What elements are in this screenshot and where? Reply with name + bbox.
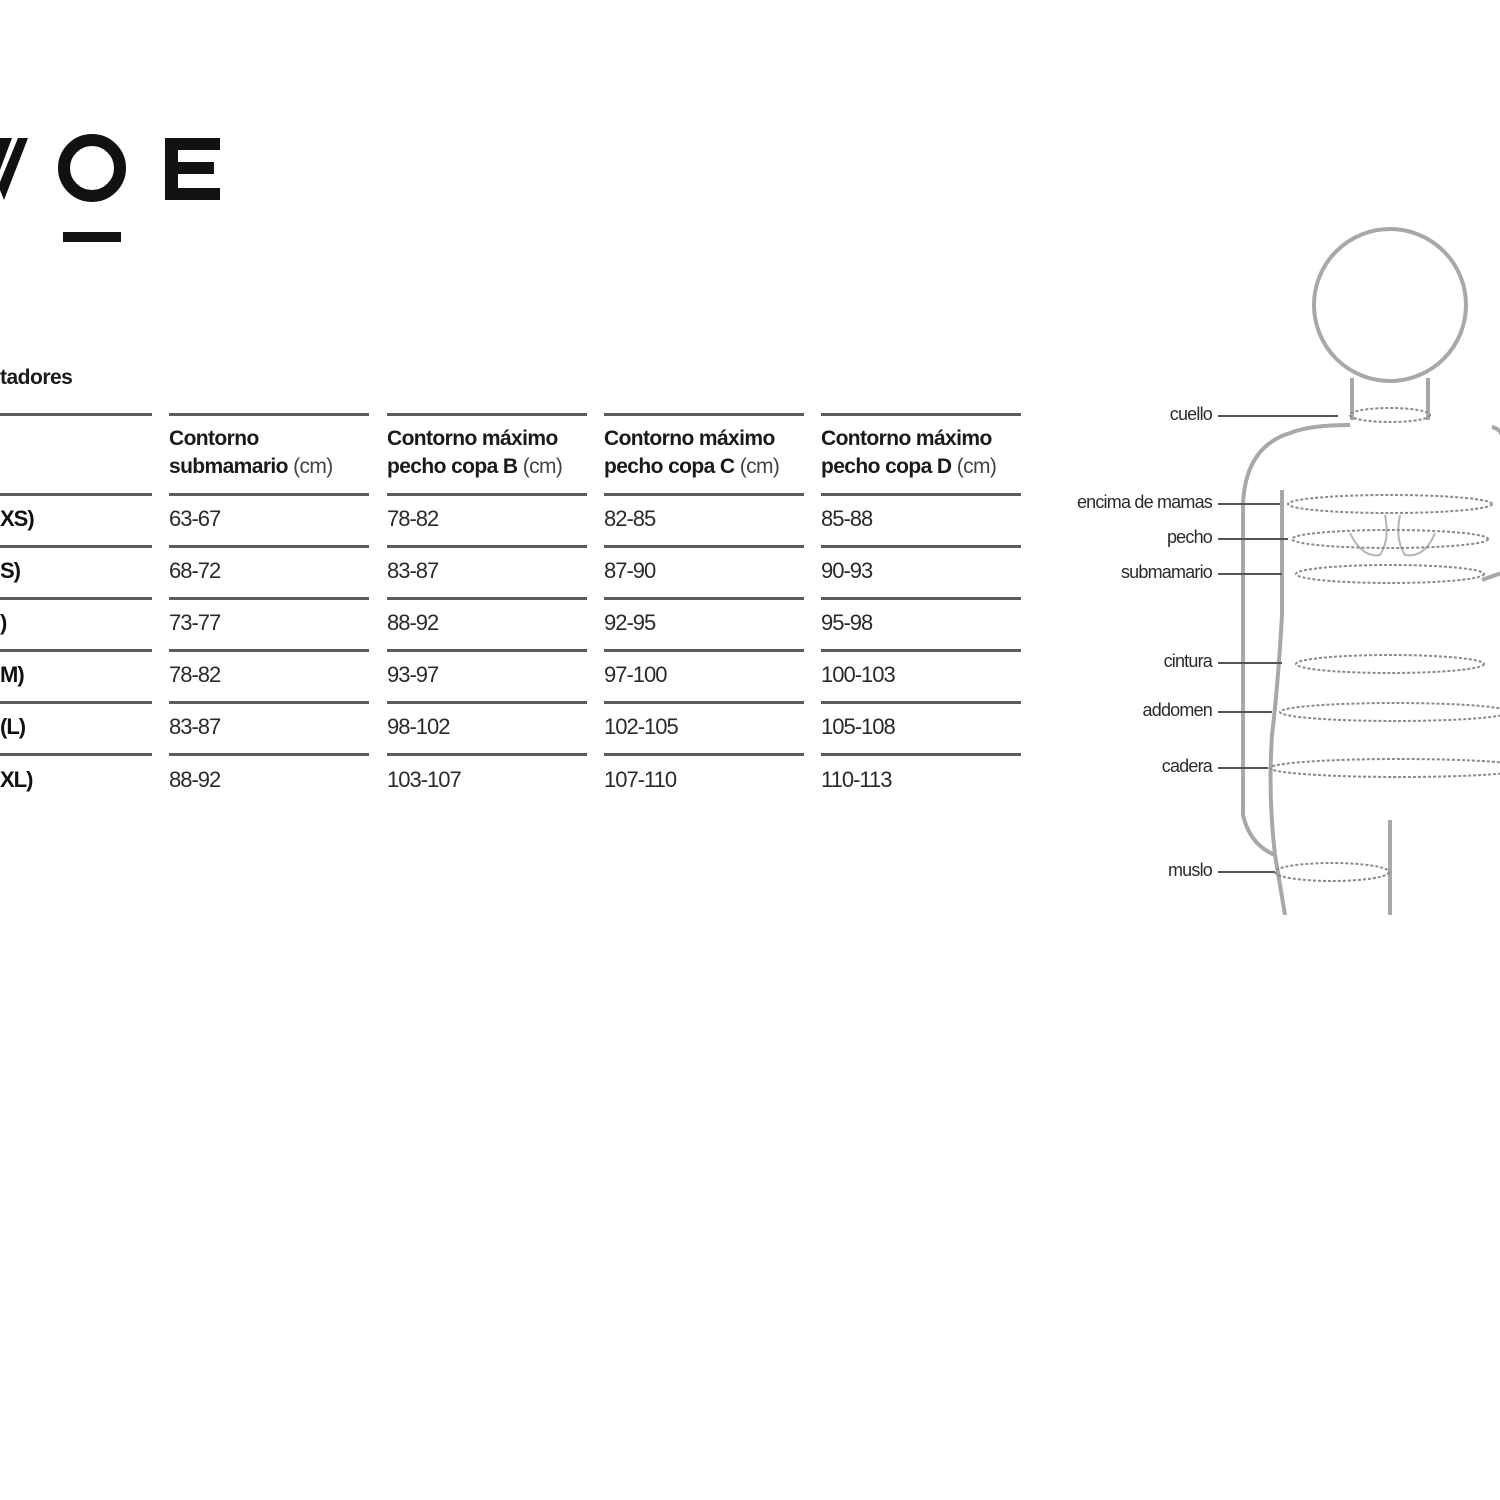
- table-cell: 88-92: [169, 767, 221, 792]
- table-cell: 107-110: [604, 767, 677, 792]
- column-header: Contorno máximo pecho copa B (cm): [387, 427, 563, 478]
- table-cell: 82-85: [604, 506, 656, 531]
- table-cell: 97-100: [604, 662, 667, 687]
- copa-b-column: [387, 413, 587, 813]
- table-cell: 100-103: [821, 662, 895, 687]
- table-cell: 93-97: [387, 662, 439, 687]
- label-abdomen: addomen: [1142, 700, 1212, 720]
- table-cell: 105-108: [821, 714, 895, 739]
- table-cell: 102-105: [604, 714, 678, 739]
- copa-d-column: [821, 413, 1021, 813]
- size-cell: S): [0, 558, 20, 583]
- size-cell: (L): [0, 714, 26, 739]
- column-header: Contorno submamario (cm): [169, 427, 333, 478]
- table-cell: 78-82: [387, 506, 439, 531]
- submamario-column: [169, 413, 369, 813]
- table-cell: 83-87: [169, 714, 221, 739]
- size-cell: M): [0, 662, 24, 687]
- label-cuello: cuello: [1169, 404, 1212, 424]
- table-cell: 103-107: [387, 767, 461, 792]
- table-cell: 73-77: [169, 610, 221, 635]
- table-cell: 88-92: [387, 610, 439, 635]
- size-cell: XL): [0, 767, 33, 792]
- column-header: Contorno máximo pecho copa C (cm): [604, 427, 780, 478]
- table-cell: 85-88: [821, 506, 873, 531]
- size-cell: ): [0, 610, 7, 635]
- table-cell: 83-87: [387, 558, 439, 583]
- table-cell: 68-72: [169, 558, 221, 583]
- label-muslo: muslo: [1167, 860, 1212, 880]
- brand-logo: [0, 130, 240, 250]
- label-cintura: cintura: [1163, 651, 1212, 671]
- copa-c-column: [604, 413, 804, 813]
- table-cell: 95-98: [821, 610, 873, 635]
- table-cell: 92-95: [604, 610, 656, 635]
- label-encima-de-mamas: encima de mamas: [1076, 492, 1212, 512]
- table-cell: 90-93: [821, 558, 873, 583]
- table-cell: 110-113: [821, 767, 892, 792]
- body-outline-illustration: [1050, 215, 1500, 915]
- table-cell: 98-102: [387, 714, 450, 739]
- label-cadera: cadera: [1161, 756, 1212, 776]
- size-cell: XS): [0, 506, 34, 531]
- table-cell: 78-82: [169, 662, 221, 687]
- label-pecho: pecho: [1166, 527, 1212, 547]
- body-measurement-figure: [1050, 215, 1500, 915]
- size-column: [0, 413, 152, 813]
- table-cell: 87-90: [604, 558, 656, 583]
- table-cell: 63-67: [169, 506, 221, 531]
- section-title: tadores: [0, 366, 73, 389]
- column-header: Contorno máximo pecho copa D (cm): [821, 427, 997, 478]
- label-submamario: submamario: [1120, 562, 1212, 582]
